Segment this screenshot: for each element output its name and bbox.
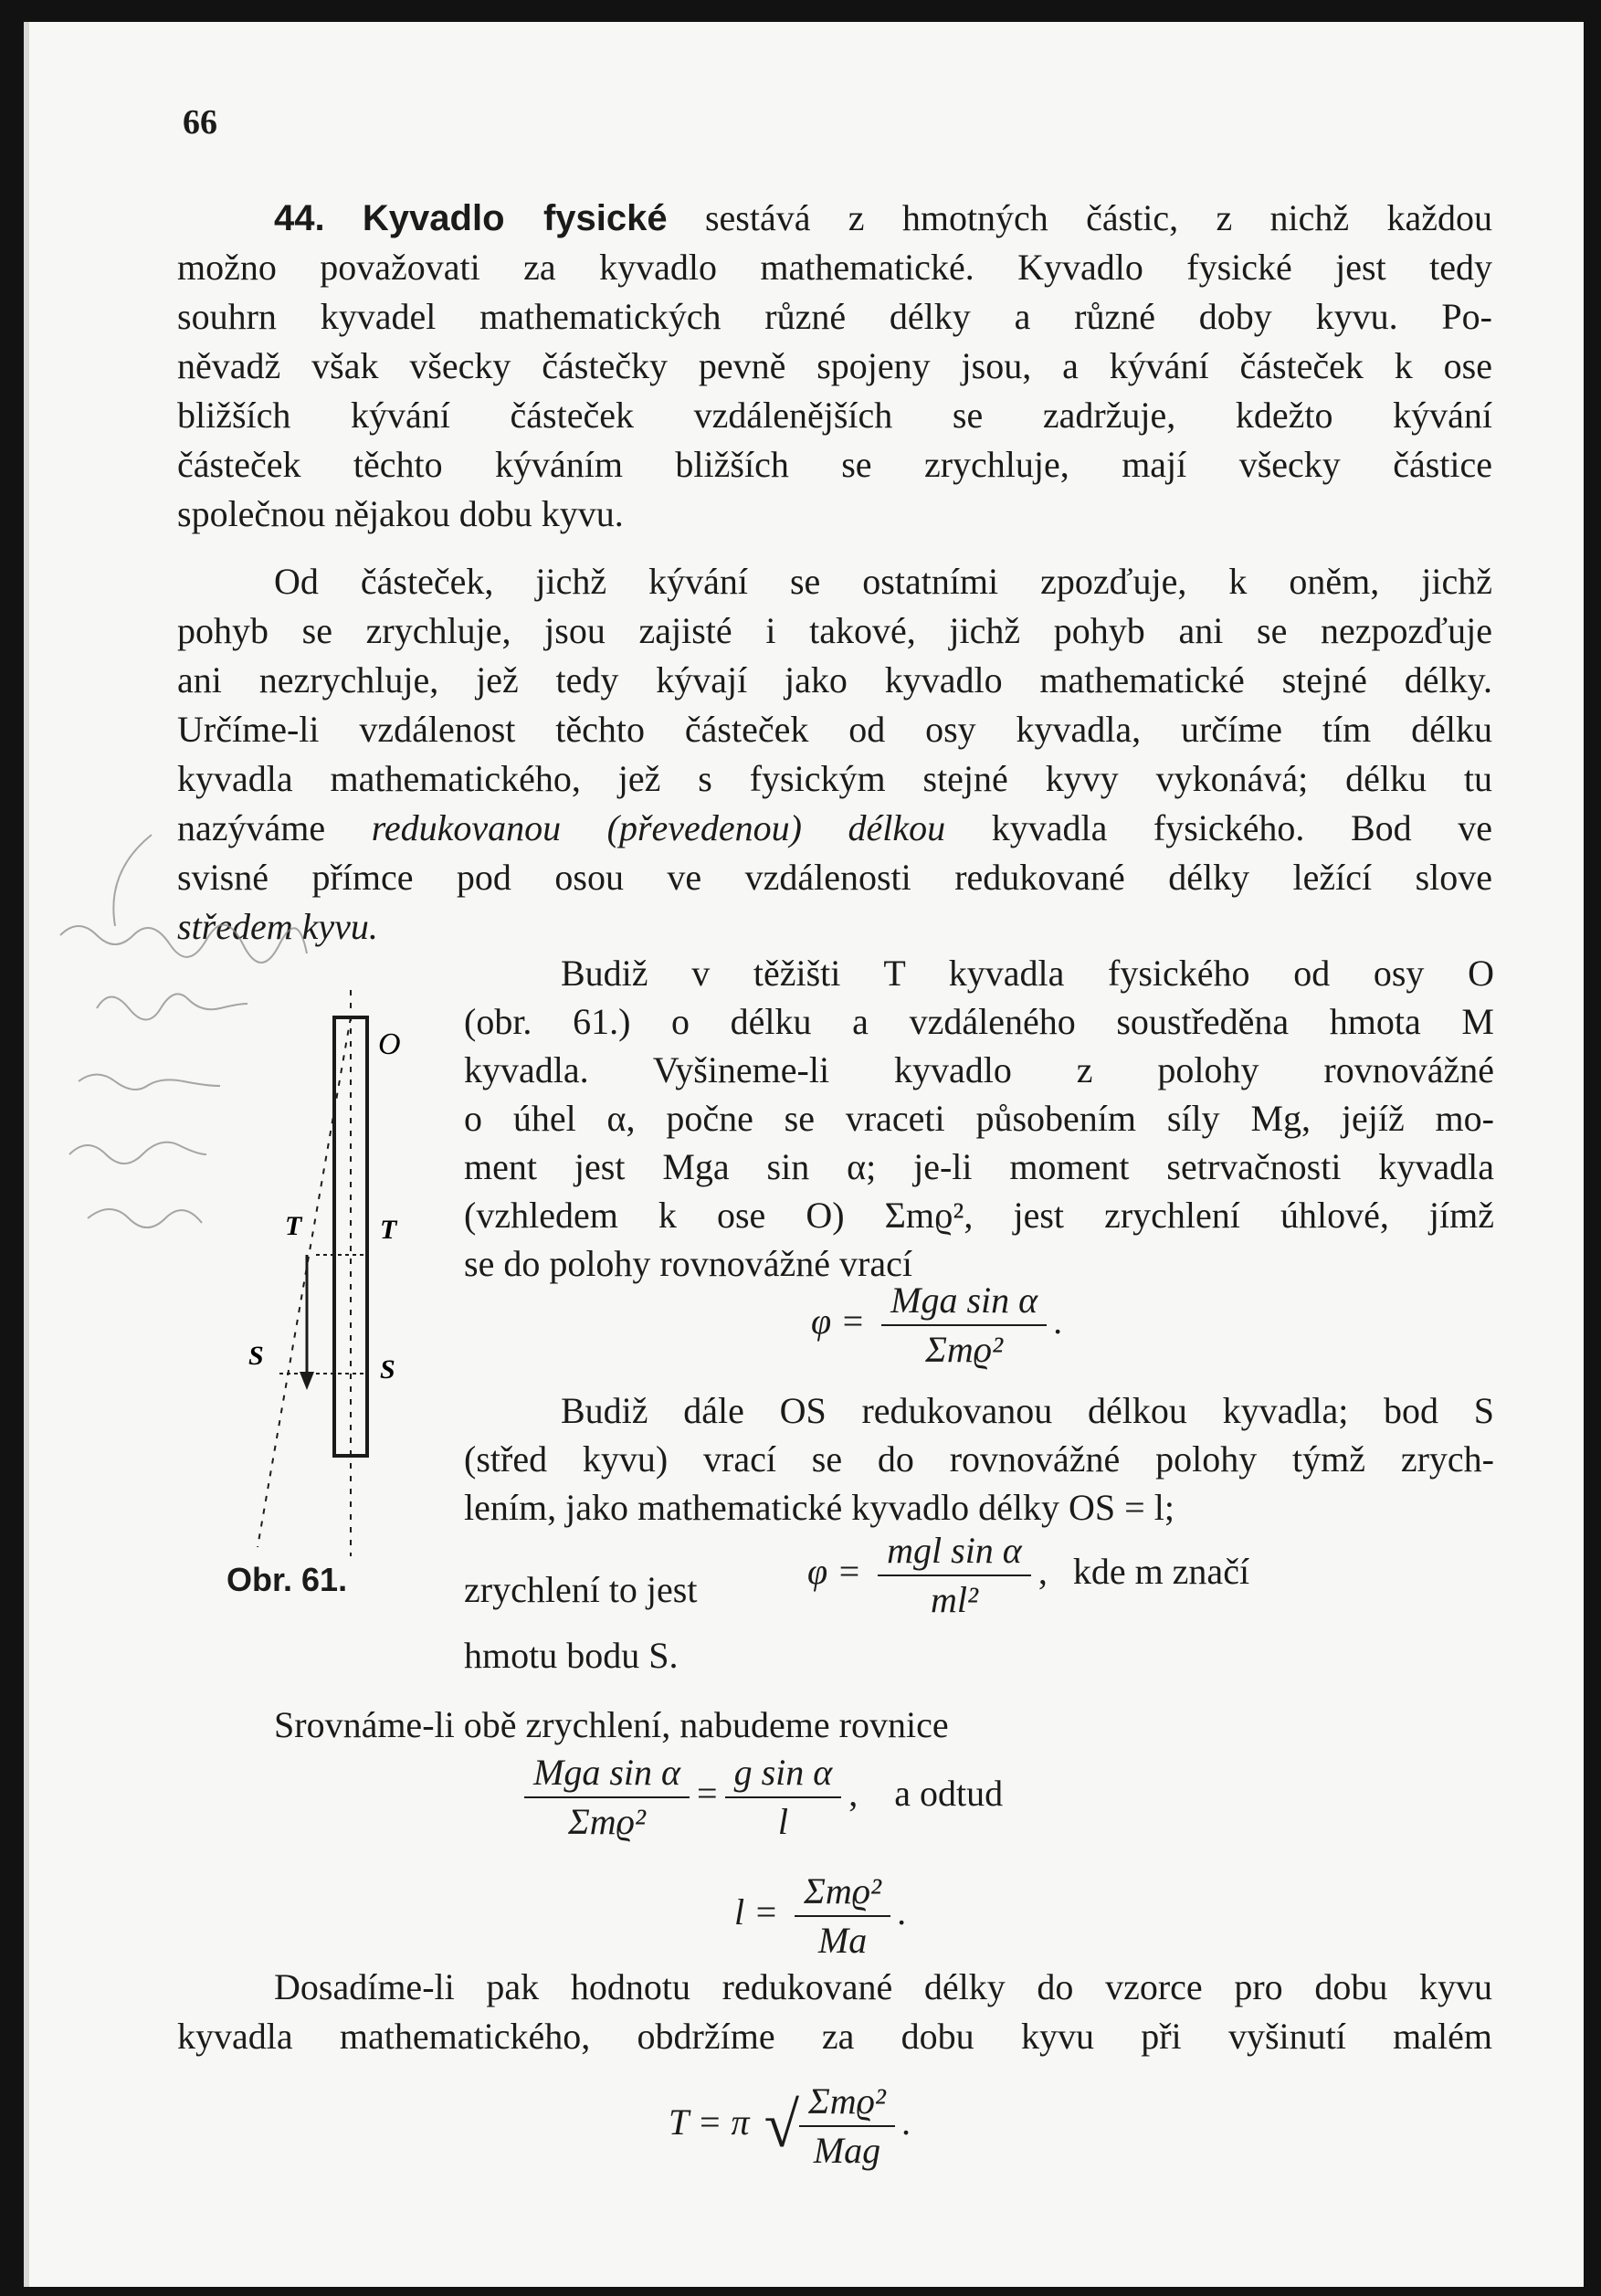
- text-line: Budiž v těžišti T kyvadla fysického od osy O: [561, 953, 1494, 994]
- text-line: svisné přímce pod osou ve vzdálenosti redukované délky ležící slove: [177, 857, 1492, 898]
- figure-caption: Obr. 61.: [226, 1561, 348, 1598]
- paragraph-kyvadlo-fysicke: [177, 194, 1492, 539]
- text-line: (střed kyvu) vrací se do rovnovážné polohy týmž zrych-: [464, 1438, 1494, 1480]
- denominator: Σmϱ²: [925, 1329, 1004, 1370]
- text-line: kyvadla mathematického, jež s fysickým stejné kyvy vykonává; délku tu: [177, 758, 1492, 799]
- text-line: něvadž však všecky částečky pevně spojeny jsou, a kývání částeček k ose: [177, 345, 1492, 386]
- equation-reduced-length: [734, 1871, 907, 1961]
- figure-pendulum-diagram: [197, 990, 471, 1611]
- label-S-right: S: [380, 1354, 395, 1385]
- text-span: nazýváme: [177, 807, 326, 848]
- section-number: 44.: [274, 198, 325, 238]
- text-line: o úhel α, počne se vraceti působením síly Mg, jejíž mo-: [464, 1098, 1494, 1139]
- text-line: Budiž dále OS redukovanou délkou kyvadla; bod S: [561, 1390, 1494, 1431]
- denominator: ml²: [930, 1579, 978, 1620]
- page-edge: [24, 22, 29, 2287]
- fraction: [881, 1280, 1047, 1370]
- text-line: Od částeček, jichž kývání se ostatními zpozďuje, k oněm, jichž: [274, 561, 1492, 602]
- text-span: kyvadla fysického. Bod ve: [991, 807, 1493, 848]
- equation-period: [669, 2081, 911, 2171]
- numerator: Σmϱ²: [795, 1871, 890, 1917]
- fraction: [878, 1531, 1031, 1620]
- label-O: O: [378, 1027, 401, 1061]
- text-line: kyvadla. Vyšineme-li kyvadlo z polohy rovnovážné: [464, 1049, 1494, 1090]
- text-span: sestává z hmotných částic, z nichž každou: [704, 197, 1492, 238]
- text-line: Dosadíme-li pak hodnotu redukované délky do vzorce pro dobu kyvu: [274, 1966, 1492, 2007]
- fraction: [725, 1753, 842, 1842]
- numerator: Σmϱ²: [799, 2081, 895, 2127]
- eq-tail: .: [901, 2101, 911, 2143]
- fraction: [795, 1871, 890, 1961]
- label-T-right: T: [380, 1215, 397, 1245]
- text-line: hmotu bodu S.: [464, 1635, 679, 1676]
- fraction: [524, 1753, 690, 1842]
- eq-equals: =: [697, 1773, 718, 1815]
- paragraph-center-of-oscillation: [464, 1386, 1494, 1532]
- numerator: mgl sin α: [878, 1531, 1031, 1576]
- text-line: se do polohy rovnovážné vrací: [464, 1243, 912, 1284]
- text-line: [177, 194, 1492, 243]
- numerator: Mga sin α: [524, 1753, 690, 1798]
- equation-compare-accelerations: [517, 1753, 1003, 1842]
- book-page: [24, 22, 1584, 2287]
- equation-angular-acceleration: [811, 1280, 1063, 1370]
- label-T-left: T: [285, 1211, 302, 1241]
- text-line: možno považovati za kyvadlo mathematické. Kyvadlo fysické jest tedy: [177, 247, 1492, 288]
- denominator: Mag: [813, 2130, 881, 2171]
- text-line: zrychlení to jest: [464, 1569, 698, 1610]
- text-line: lením, jako mathematické kyvadlo délky OS = l;: [464, 1487, 1174, 1528]
- eq-after: a odtud: [894, 1773, 1004, 1815]
- arrow-head-icon: [300, 1372, 314, 1390]
- text-line: Srovnáme-li obě zrychlení, nabudeme rovnice: [274, 1704, 949, 1745]
- eq-tail: ,: [1037, 1551, 1048, 1593]
- denominator: Σmϱ²: [568, 1801, 646, 1842]
- text-line: (vzhledem k ose O) Σmϱ², jest zrychlení úhlové, jímž: [464, 1195, 1494, 1236]
- text-line: společnou nějakou dobu kyvu.: [177, 493, 624, 534]
- equation-mathematical-pendulum: [807, 1531, 1249, 1620]
- sqrt-icon: √: [764, 2091, 799, 2161]
- italic-term: středem kyvu.: [177, 906, 378, 947]
- eq-lhs: T = π: [669, 2101, 750, 2143]
- eq-after: kde m značí: [1072, 1551, 1250, 1593]
- fraction: [799, 2081, 895, 2171]
- paragraph-center-of-mass: [464, 949, 1494, 1288]
- text-line: ani nezrychluje, jež tedy kývají jako kyvadlo mathematické stejné délky.: [177, 659, 1492, 700]
- eq-tail: .: [898, 1891, 908, 1933]
- inclined-axis-line: [258, 1017, 351, 1547]
- paragraph-period: [177, 1963, 1492, 2061]
- italic-term: redukovanou (převedenou) délkou: [371, 807, 946, 848]
- text-line: kyvadla mathematického, obdržíme za dobu kyvu při vyšinutí malém: [177, 2016, 1492, 2057]
- text-line: částeček těchto kýváním bližších se zrychluje, mají všecky částice: [177, 444, 1492, 485]
- text-line: Určíme-li vzdálenost těchto částeček od osy kyvadla, určíme tím délku: [177, 709, 1492, 750]
- eq-lhs: φ =: [807, 1551, 862, 1593]
- text-line: ment jest Mga sin α; je-li moment setrvačnosti kyvadla: [464, 1146, 1494, 1187]
- text-line: (obr. 61.) o délku a vzdáleného soustředěna hmota M: [464, 1001, 1494, 1042]
- section-title: Kyvadlo fysické: [362, 198, 668, 238]
- text-line: souhrn kyvadel mathematických různé délky a různé doby kyvu. Po-: [177, 296, 1492, 337]
- label-S-left: S: [248, 1341, 264, 1371]
- denominator: l: [777, 1801, 788, 1842]
- eq-tail: .: [1054, 1301, 1064, 1343]
- numerator: Mga sin α: [881, 1280, 1047, 1326]
- numerator: g sin α: [725, 1753, 842, 1798]
- text-line: bližších kývání částeček vzdálenějších se zadržuje, kdežto kývání: [177, 395, 1492, 436]
- eq-lhs: φ =: [811, 1301, 866, 1343]
- denominator: Ma: [817, 1920, 868, 1961]
- eq-lhs: l =: [734, 1891, 779, 1933]
- text-line: pohyb se zrychluje, jsou zajisté i takové, jichž pohyb ani se nezpozďuje: [177, 610, 1492, 651]
- page-number: 66: [183, 103, 217, 142]
- eq-tail: ,: [848, 1773, 858, 1815]
